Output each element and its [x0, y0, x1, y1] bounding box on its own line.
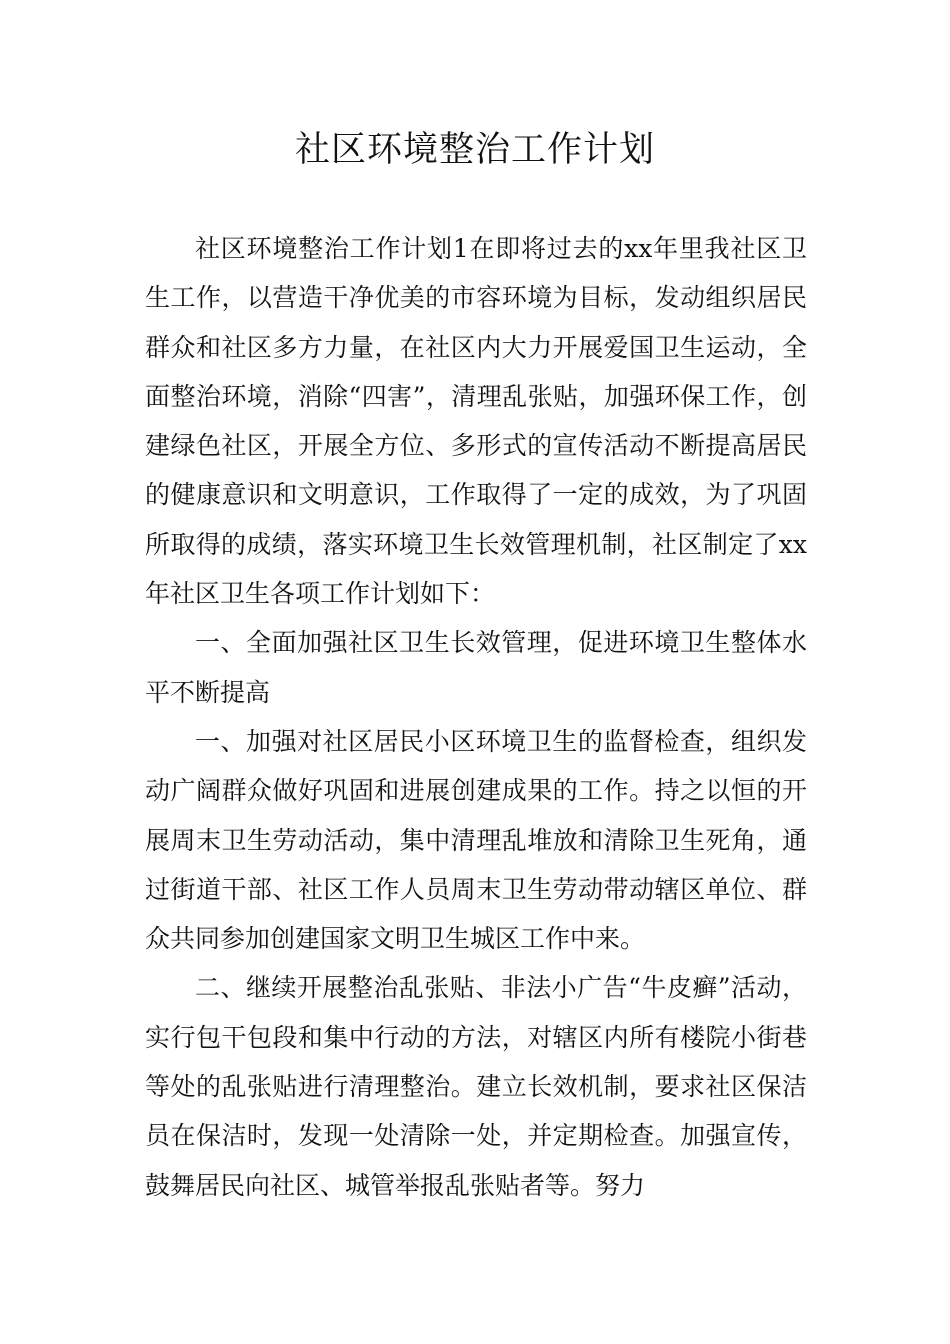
paragraph-item-one: 一、加强对社区居民小区环境卫生的监督检查，组织发动广阔群众做好巩固和进展创建成果的工作。持之以恒的开展周末卫生劳动活动，集中清理乱堆放和清除卫生死角，通过街道干部、社区工作人员周末卫生劳动带动辖区单位、群众共同参加创建国家文明卫生城区工作中来。 — [145, 726, 807, 954]
paragraph-intro: 社区环境整治工作计划1在即将过去的xx年里我社区卫生工作，以营造干净优美的市容环境为目标，发动组织居民群众和社区多方力量，在社区内大力开展爱国卫生运动，全面整治环境，消除“四害”，清理乱张贴，加强环保工作，创建绿色社区，开展全方位、多形式的宣传活动不断提高居民的健康意识和文明意识，工作取得了一定的成效，为了巩固所取得的成绩，落实环境卫生长效管理机制，社区制定了xx年社区卫生各项工作计划如下： — [145, 234, 807, 609]
document-body — [145, 224, 807, 1210]
paragraph-item-two: 二、继续开展整治乱张贴、非法小广告“牛皮癣”活动，实行包干包段和集中行动的方法，对辖区内所有楼院小街巷等处的乱张贴进行清理整治。建立长效机制，要求社区保洁员在保洁时，发现一处清除一处，并定期检查。加强宣传，鼓舞居民向社区、城管举报乱张贴者等。努力 — [145, 973, 807, 1200]
paragraph-section-heading: 一、全面加强社区卫生长效管理，促进环境卫生整体水平不断提高 — [145, 628, 807, 707]
document-title: 社区环境整治工作计划 — [294, 130, 655, 170]
